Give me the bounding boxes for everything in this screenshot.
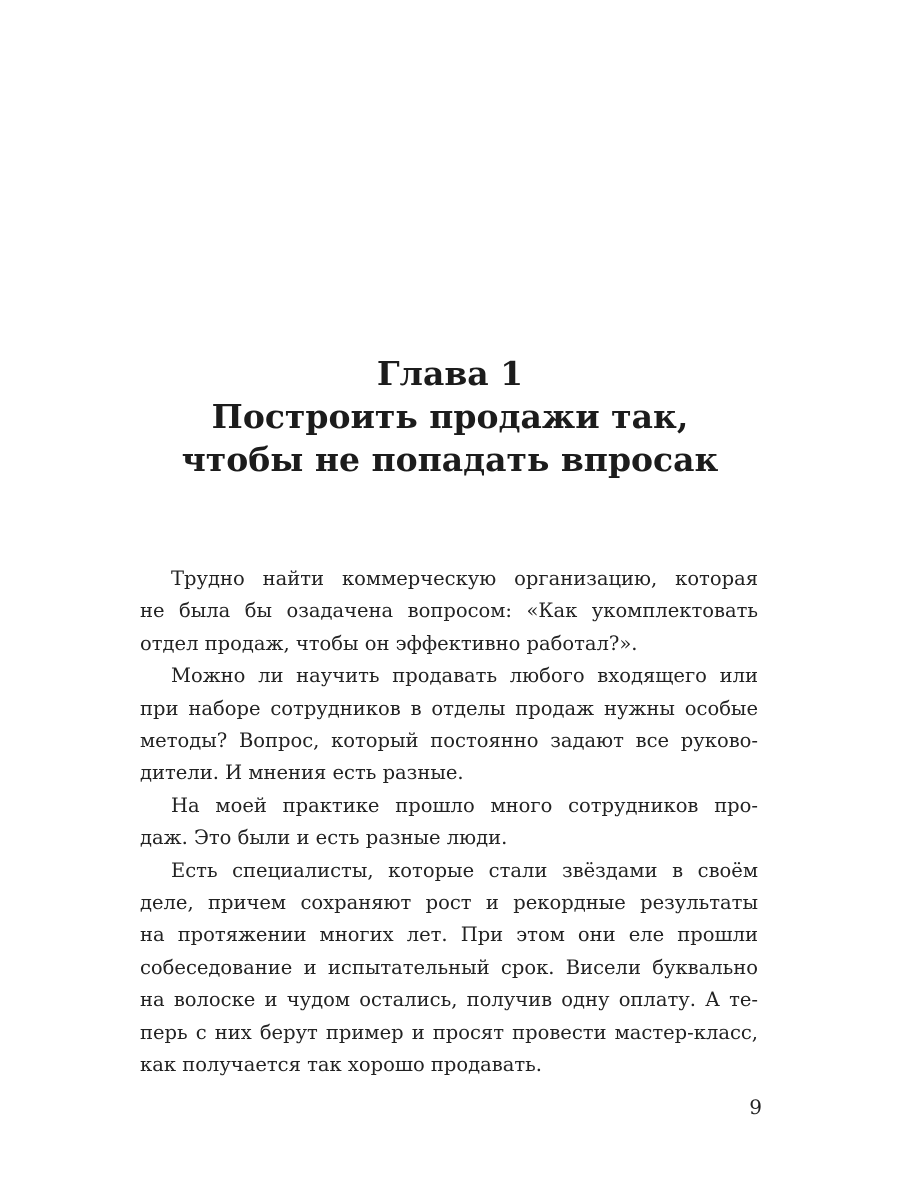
text-line: собеседование и испытательный срок. Висели буквально: [140, 955, 758, 979]
page-number: 9: [749, 1095, 762, 1119]
body-text: [140, 563, 758, 1082]
paragraph-4: [140, 855, 758, 1082]
chapter-label: Глава 1: [376, 354, 524, 393]
chapter-heading: [100, 352, 800, 481]
text-line: методы? Вопрос, который постоянно задают все руково-: [140, 729, 758, 753]
text-line: дители. И мнения есть разные.: [140, 761, 464, 785]
chapter-title-line-2: чтобы не попадать впросак: [181, 440, 719, 479]
text-line: как получается так хорошо продавать.: [140, 1053, 542, 1077]
paragraph-2: [140, 660, 758, 790]
text-line: перь с них берут пример и просят провести мастер-класс,: [140, 1020, 758, 1044]
paragraph-3: [140, 790, 758, 855]
text-line: при наборе сотрудников в отделы продаж нужны особые: [140, 696, 758, 720]
text-line: на волоске и чудом остались, получив одну оплату. А те-: [140, 988, 758, 1012]
text-line: Можно ли научить продавать любого входящего или: [171, 664, 758, 688]
text-line: Есть специалисты, которые стали звёздами в своём: [171, 858, 758, 882]
text-line: Трудно найти коммерческую организацию, которая: [171, 567, 758, 590]
chapter-title-line-1: Построить продажи так,: [211, 397, 689, 436]
text-line: на протяжении многих лет. При этом они еле прошли: [140, 923, 758, 947]
text-line: даж. Это были и есть разные люди.: [140, 826, 508, 850]
text-line: На моей практике прошло много сотрудников про-: [171, 793, 758, 817]
paragraph-1: [140, 563, 758, 660]
text-line: деле, причем сохраняют рост и рекордные результаты: [140, 891, 758, 915]
text-line: отдел продаж, чтобы он эффективно работал?».: [140, 631, 638, 655]
text-line: не была бы озадачена вопросом: «Как укомплектовать: [140, 599, 758, 623]
